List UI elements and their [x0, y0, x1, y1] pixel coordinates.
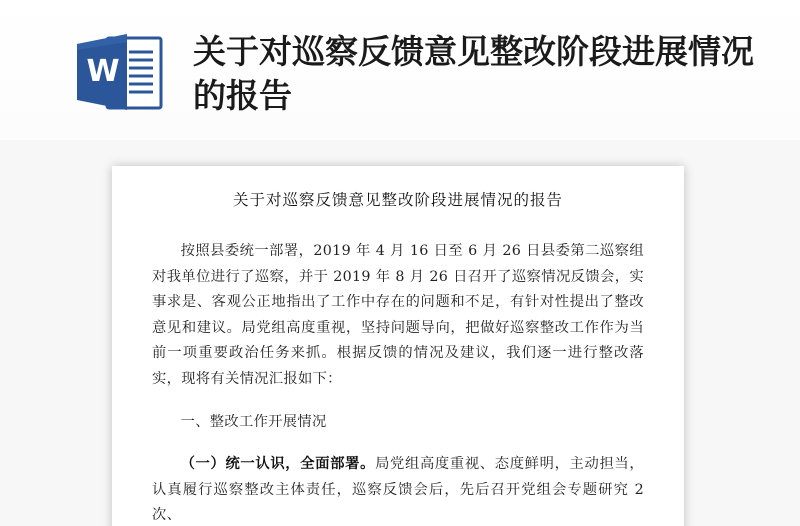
paragraph-text: 局党组高度重视、态度鲜明，主动担当，认真履行巡察整改主体责任，巡察反馈会后，先后召开党组会专题研究 2 次、 — [152, 456, 644, 524]
section-heading: 一、整改工作开展情况 — [180, 413, 327, 430]
page-title: 关于对巡察反馈意见整改阶段进展情况的报告 — [193, 32, 754, 115]
document-page — [112, 166, 684, 526]
paragraph-intro: 按照县委统一部署，2019 年 4 月 16 日至 6 月 26 日县委第二巡察组对我单位进行了巡察，并于 2019 年 8 月 26 日召开了巡察情况反馈会，实事求是、客观公正地指出了工作中存在的问题和不足，有针对性提出了整改意见和建议。局党组高度重视，坚持问题导向，把做好巡察整改工作作为当前一项重要政治任务来抓。根据反馈的情况及建议，我们逐一进行整改落实，现将有关情况汇报如下： — [152, 243, 644, 387]
document-title: 关于对巡察反馈意见整改阶段进展情况的报告 — [232, 191, 563, 209]
paragraph-section-1 — [152, 452, 644, 526]
document-body — [152, 239, 644, 526]
paragraph-lead: （一）统一认识，全面部署。 — [180, 456, 376, 473]
word-icon — [73, 30, 165, 114]
word-icon-letter: W — [86, 54, 120, 89]
